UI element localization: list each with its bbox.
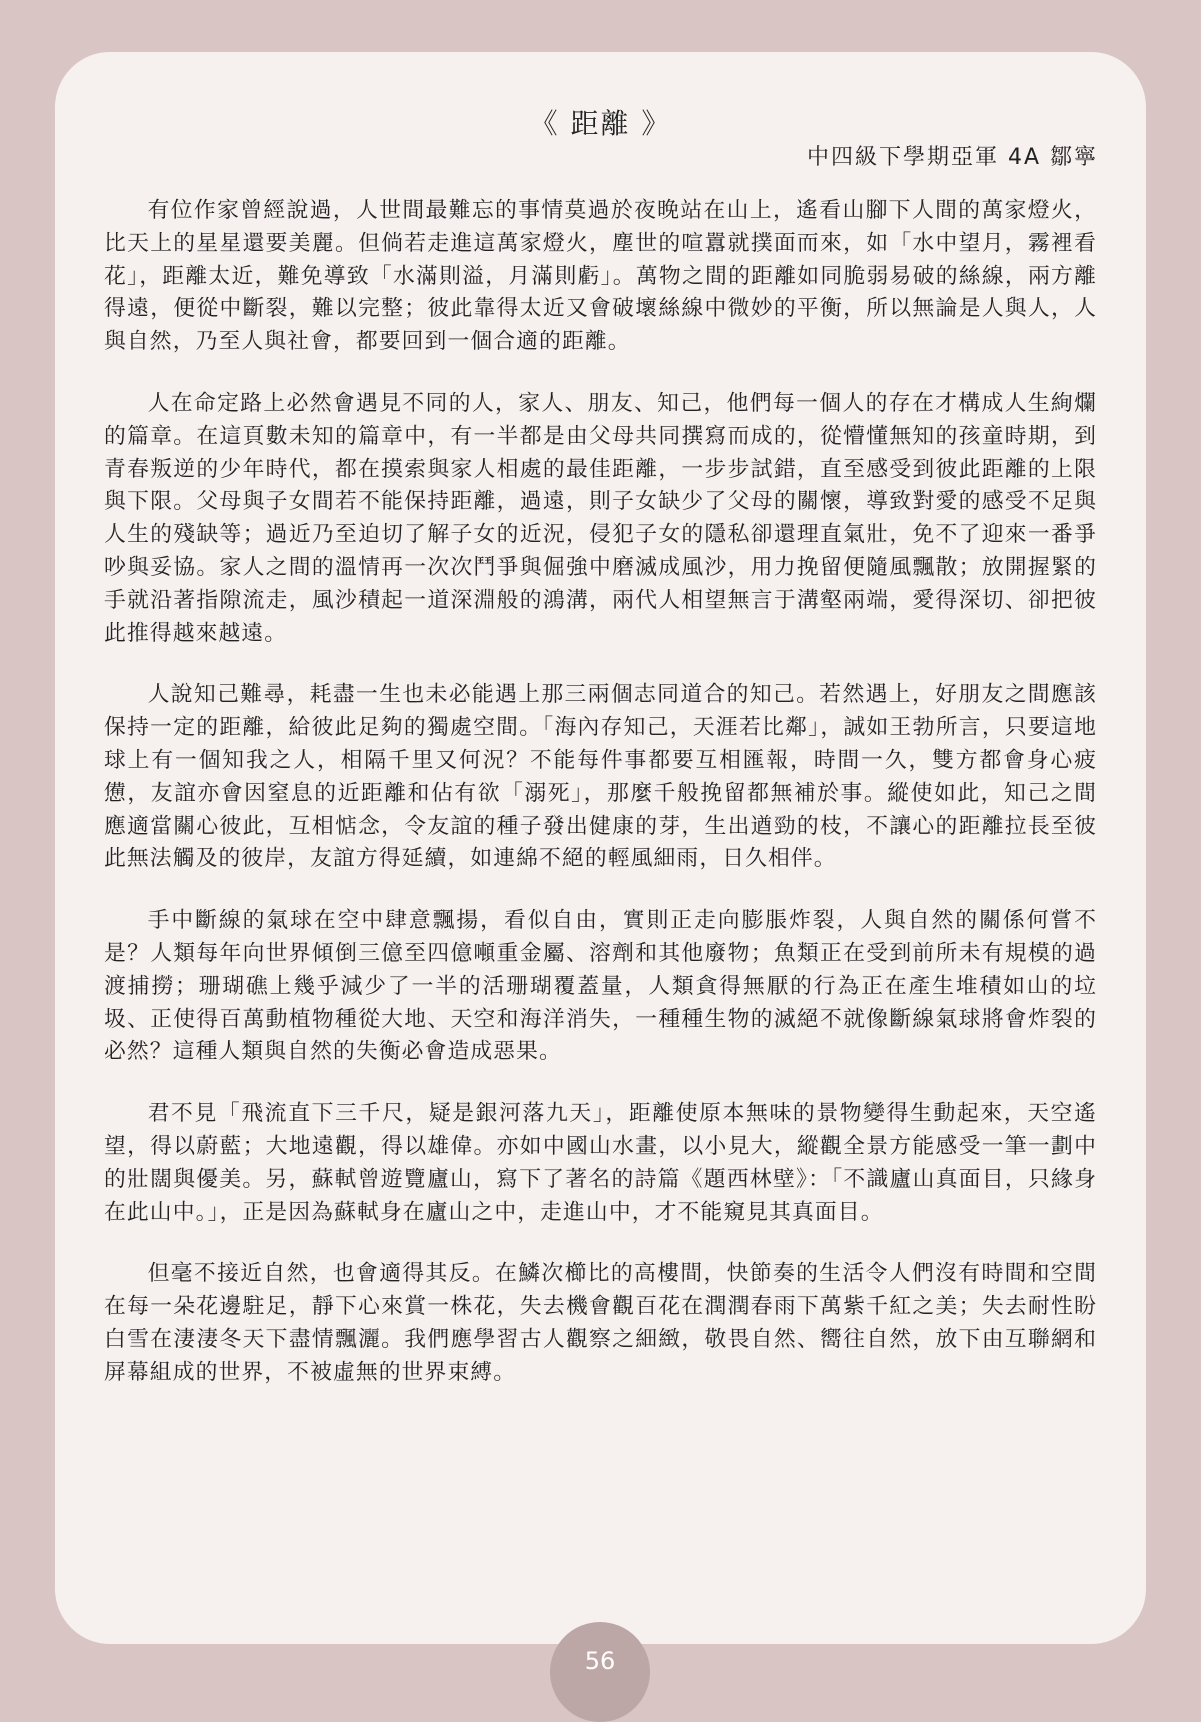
author-line: 中四級下學期亞軍 4A 鄒寧 (806, 145, 1098, 170)
paragraph: 有位作家曾經說過，人世間最難忘的事情莫過於夜晚站在山上，遙看山腳下人間的萬家燈火，比天上的星星還要美麗。但倘若走進這萬家燈火，塵世的喧囂就撲面而來，如「水中望月，霧裡看花」，距離太近，難免導致「水滿則溢，月滿則虧」。萬物之間的距離如同脆弱易破的絲線，兩方離得遠，便從中斷裂，難以完整；彼此靠得太近又會破壞絲線中微妙的平衡，所以無論是人與人，人與自然，乃至人與社會，都要回到一個合適的距離。 (104, 198, 1097, 355)
paragraph: 手中斷線的氣球在空中肆意飄揚，看似自由，實則正走向膨脹炸裂，人與自然的關係何嘗不是？人類每年向世界傾倒三億至四億噸重金屬、溶劑和其他廢物；魚類正在受到前所未有規模的過渡捕撈；珊瑚礁上幾乎減少了一半的活珊瑚覆蓋量，人類貪得無厭的行為正在產生堆積如山的垃圾、正使得百萬動植物種從大地、天空和海洋消失，一種種生物的滅絕不就像斷線氣球將會炸裂的必然？這種人類與自然的失衡必會造成惡果。 (104, 908, 1097, 1065)
essay-body (104, 195, 1097, 1419)
paragraph: 人說知己難尋，耗盡一生也未必能遇上那三兩個志同道合的知己。若然遇上，好朋友之間應該保持一定的距離，給彼此足夠的獨處空間。「海內存知己，天涯若比鄰」，誠如王勃所言，只要這地球上有一個知我之人，相隔千里又何況？不能每件事都要互相匯報，時間一久，雙方都會身心疲憊，友誼亦會因窒息的近距離和佔有欲「溺死」，那麼千般挽留都無補於事。縱使如此，知己之間應適當關心彼此，互相惦念，令友誼的種子發出健康的芽，生出遒勁的枝，不讓心的距離拉長至彼此無法觸及的彼岸，友誼方得延續，如連綿不絕的輕風細雨，日久相伴。 (104, 682, 1097, 872)
paragraph: 但毫不接近自然，也會適得其反。在鱗次櫛比的高樓間，快節奏的生活令人們沒有時間和空間在每一朵花邊駐足，靜下心來賞一株花，失去機會觀百花在潤潤春雨下萬紫千紅之美；失去耐性盼白雪在淒淒冬天下盡情飄灑。我們應學習古人觀察之細緻，敬畏自然、嚮往自然，放下由互聯網和屏幕組成的世界，不被虛無的世界束縛。 (104, 1261, 1097, 1385)
paragraph: 君不見「飛流直下三千尺，疑是銀河落九天」，距離使原本無味的景物變得生動起來，天空遙望，得以蔚藍；大地遠觀，得以雄偉。亦如中國山水畫，以小見大，縱觀全景方能感受一筆一劃中的壯闊與優美。另，蘇軾曾遊覽廬山，寫下了著名的詩篇《題西林壁》：「不識廬山真面目，只緣身在此山中。」，正是因為蘇軾身在廬山之中，走進山中，才不能窺見其真面目。 (104, 1101, 1097, 1225)
page-number-badge (550, 1622, 650, 1722)
page-number: 56 (584, 1647, 616, 1675)
paragraph: 人在命定路上必然會遇見不同的人，家人、朋友、知己，他們每一個人的存在才構成人生絢爛的篇章。在這頁數未知的篇章中，有一半都是由父母共同撰寫而成的，從懵懂無知的孩童時期，到青春叛逆的少年時代，都在摸索與家人相處的最佳距離，一步步試錯，直至感受到彼此距離的上限與下限。父母與子女間若不能保持距離，過遠，則子女缺少了父母的關懷，導致對愛的感受不足與人生的殘缺等；過近乃至迫切了解子女的近況，侵犯子女的隱私卻還理直氣壯，免不了迎來一番爭吵與妥協。家人之間的溫情再一次次鬥爭與倔強中磨滅成風沙，用力挽留便隨風飄散；放開握緊的手就沿著指隙流走，風沙積起一道深淵般的鴻溝，兩代人相望無言于溝壑兩端，愛得深切、卻把彼此推得越來越遠。 (104, 390, 1097, 646)
essay-title: 《 距離 》 (529, 107, 672, 140)
